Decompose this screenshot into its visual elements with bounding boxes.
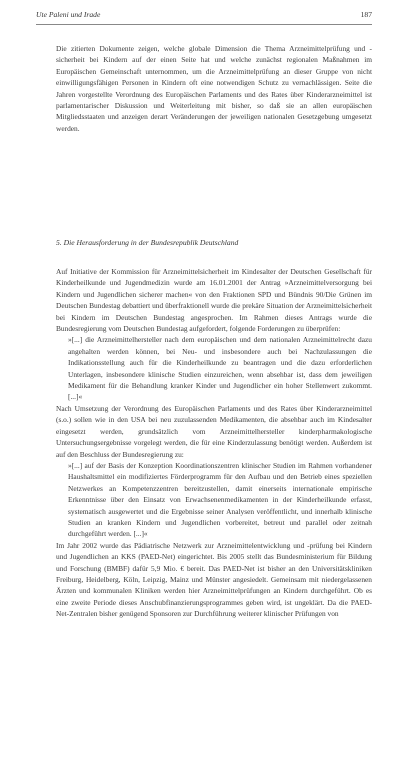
running-head <box>36 10 372 24</box>
quote-1: »[...] die Arzneimittelhersteller nach dem europäischen und dem nationalen Arzneimittelrecht dazu angehalten werden können, bei Neu- und insbesondere auch bei Nachzulassungen die Indikationsstellung auch für die Kinderheilkunde zu beantragen und die dazu erforderlichen Unterlagen, insbesondere klinische Studien einzureichen, wenn absehbar ist, dass dem jeweiligen Medikament für die Behandlung kranker Kinder und Jugendlicher ein hoher Stellenwert zukommt. [...]« <box>68 335 372 402</box>
paragraph-intro <box>56 43 372 134</box>
paragraph-4: Im Jahr 2002 wurde das Pädiatrische Netzwerk zur Arzneimittelentwicklung und -prüfung bei Kindern und Jugendlichen an KKS (PAED-Net) eingerichtet. Bis 2005 stellt das Bundesministerium für Bildung und Forschung (BMBF) dafür 5,9 Mio. € bereit. Das PAED-Net ist bisher an den Universitätskliniken Freiburg, Heidelberg, Köln, Leipzig, Mainz und Münster angesiedelt. Gemeinsam mit niedergelassenen Ärzten und kommunalen Kliniken werden hier Arzneimittelprüfungen an Kindern durchgeführt. Ob es eine zweite Periode dieses Anschubfinanzierungsprogrammes geben wird, ist ungeklärt. Da die PAED-Net-Zentralen bisher genügend Sponsoren zur Durchführung weiterer klinischer Prüfungen von <box>56 540 372 619</box>
paragraph-1: Die zitierten Dokumente zeigen, welche globale Dimension die Thema Arzneimittelprüfung und -sicherheit bei Kindern auf der einen Seite hat und welche zunächst regionalen Maßnahmen im Europäischen Gemeinschaft unternommen, um die Arzneimittelprüfung an dieser Gruppe von nicht einwilligungsfähigen Personen in Kindern oft eine notwendigen Schutz zu vernachlässigen. Seite die Jahren vorgestellte Verordnung des Europäischen Parlaments und des Rates über Kinderarzneimittel ist parlamentarischer Diskussion und Weiterleitung mit bisher, so daß sie an allen europäischen Mitgliedsstaaten und anzeigen derart Veränderungen der jeweiligen nationalen Gesetzgebung umgesetzt werden. <box>56 44 372 133</box>
header-rule <box>36 24 372 25</box>
page-number: 187 <box>360 10 372 19</box>
section-heading: 5. Die Herausforderung in der Bundesrepublik Deutschland <box>56 238 239 247</box>
running-head-author: Ute Paleni und Irade <box>36 10 101 19</box>
section-body <box>56 266 372 620</box>
paragraph-2: Auf Initiative der Kommission für Arzneimittelsicherheit im Kindesalter der Deutschen Gesellschaft für Kinderheilkunde und Jugendmedizin wurde am 16.01.2001 der Antrag »Arzneimittelversorgung bei Kindern und Jugendlichen sicherer machen« von den Fraktionen SPD und Bündnis 90/Die Grünen im Deutschen Bundestag debattiert und überfraktionell wurde die prekäre Situation der Arzneimittelsicherheit bei Kindern im Deutschen Bundestag angesprochen. Im Rahmen dieses Antrags wurde die Bundesregierung vom Deutschen Bundestag aufgefordert, folgende Forderungen zu überprüfen: <box>56 267 372 334</box>
paragraph-3: Nach Umsetzung der Verordnung des Europäischen Parlaments und des Rates über Kinderarzneimittel (s.o.) sollen wie in den USA bei neu zuzulassenden Medikamenten, die absehbar auch im Kindesalter eingesetzt werden, grundsätzlich vom Arzneimittelhersteller kinderpharmakologische Untersuchungsergebnisse vorgelegt werden, die für eine Kinderzulassung benötigt werden. Außerdem ist auf den Beschluss der Bundesregierung zu: <box>56 403 372 459</box>
quote-2: »[...] auf der Basis der Konzeption Koordinationszentren klinischer Studien im Rahmen vorhandener Haushaltsmittel ein modifiziertes Förderprogramm für den Aufbau und den Betrieb eines speziellen Netzwerkes an Kompetenzzentren bereitzustellen, damit einerseits internationale empirische Erkenntnisse über den Einsatz von Erwachsenenmedikamenten in der Kinderheilkunde erfasst, systematisch ausgewertet und die Ergebnisse seiner Analysen veröffentlicht, und innerhalb klinische Studien an kranken Kindern und Jugendlichen vorbereitet, betreut und parallel oder zeitnah durchgeführt werden. [...]« <box>68 460 372 539</box>
